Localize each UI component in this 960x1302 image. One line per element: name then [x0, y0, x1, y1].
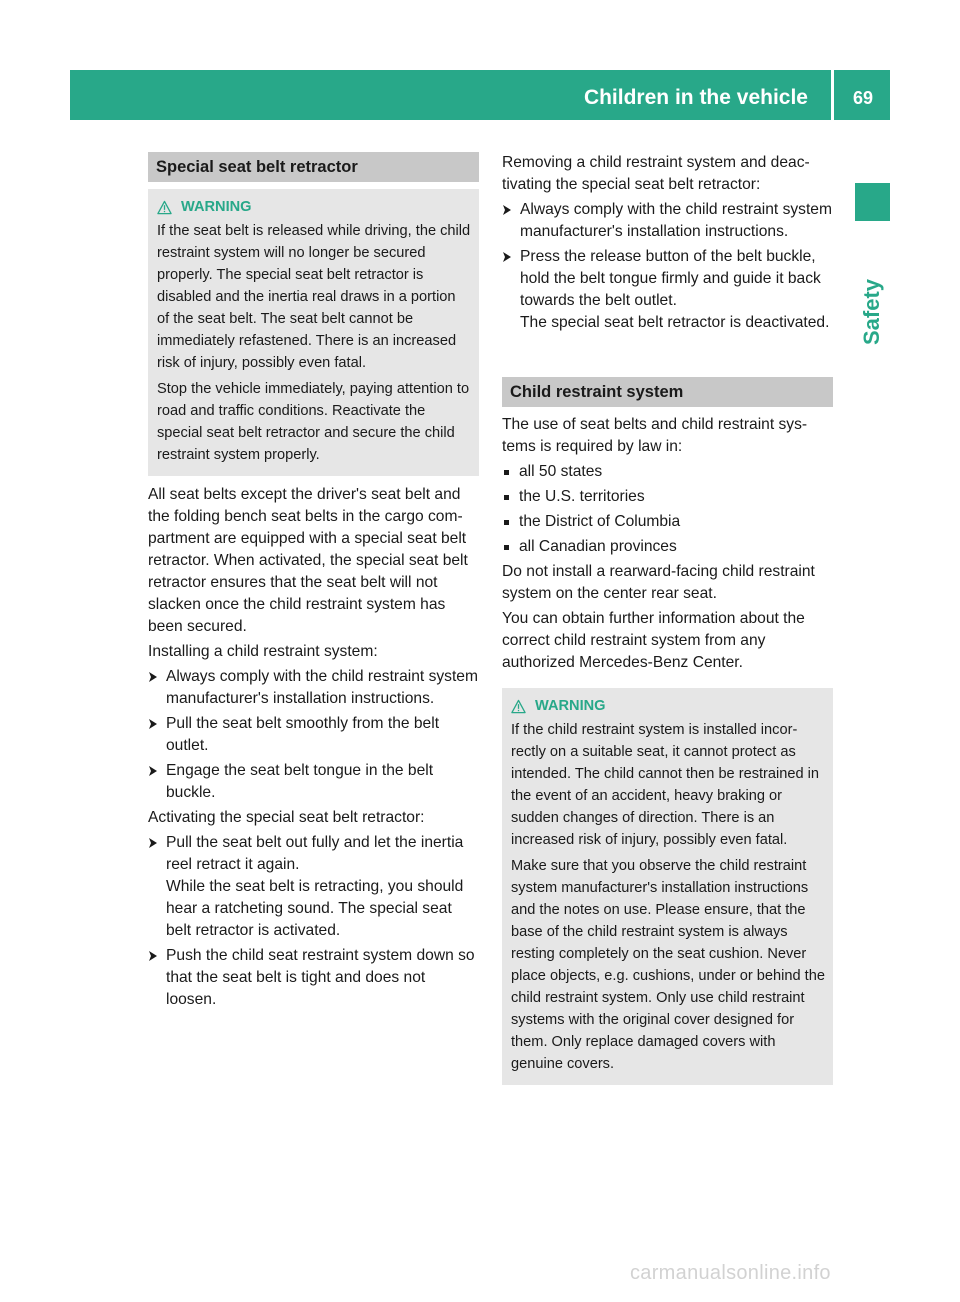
step-result: While the seat belt is retracting, you should hear a ratcheting sound. The special seat belt retractor is activated. [166, 878, 464, 939]
section-heading-child-restraint: Child restraint system [502, 377, 833, 407]
page-number: 69 [852, 88, 874, 108]
warning-triangle-icon [511, 699, 526, 714]
step-arrow-icon [148, 713, 160, 735]
section-heading-special-retractor: Special seat belt retractor [148, 152, 479, 182]
list-item: all Canadian provinces [502, 536, 833, 558]
watermark: carmanualsonline.info [630, 1262, 831, 1284]
bullet-icon [504, 470, 509, 475]
paragraph: Activating the special seat belt retractor: [148, 809, 425, 826]
step-result: The special seat belt retractor is deactivated. [520, 314, 830, 331]
bullet-icon [504, 545, 509, 550]
instruction-step: Press the release button of the belt buckle, hold the belt tongue firmly and guide it back towards the belt outlet. The special seat belt retractor is deactivated. [502, 246, 833, 334]
header-divider [831, 70, 834, 120]
warning-box [148, 189, 479, 476]
step-arrow-icon [502, 246, 514, 268]
step-arrow-icon [148, 666, 160, 688]
paragraph: You can obtain further information about the correct child restraint system from any authorized Mercedes-Benz Center. [502, 610, 805, 671]
list-item: the District of Columbia [502, 511, 833, 533]
warning-box [502, 688, 833, 1085]
list-item: the U.S. territories [502, 486, 833, 508]
warning-text: If the seat belt is released while driving, the child restraint system will no longer be secured properly. The special seat belt retractor is disabled and the inertia real draws in a portion of the seat belt. The seat belt cannot be immediately refastened. There is an increased risk of injury, possibly even fatal. [157, 223, 471, 371]
instruction-step: Pull the seat belt out fully and let the inertia reel retract it again. While the seat belt is retracting, you should hear a ratcheting sound. The special seat belt retractor is activated. [148, 832, 479, 942]
warning-text: Stop the vehicle immediately, paying attention to road and traffic conditions. Reactivate the special seat belt retractor and secure the child restraint system properly. [157, 381, 470, 463]
step-arrow-icon [148, 945, 160, 967]
bullet-icon [504, 520, 509, 525]
paragraph: Installing a child restraint system: [148, 643, 378, 660]
warning-text: If the child restraint system is installed incorrectly on a suitable seat, it cannot protect as intended. The child cannot then be restrained in the event of an accident, heavy braking or sudden changes of direction. There is an increased risk of injury, possibly even fatal. [511, 722, 820, 848]
right-column [502, 152, 833, 1085]
header-bar [70, 70, 890, 120]
instruction-step: Engage the seat belt tongue in the belt buckle. [148, 760, 479, 804]
instruction-step: Always comply with the child restraint system manufacturer's installation instructions. [148, 666, 479, 710]
instruction-step: Push the child seat restraint system down so that the seat belt is tight and does not loosen. [148, 945, 479, 1011]
paragraph: All seat belts except the driver's seat belt and the folding bench seat belts in the cargo compartment are equipped with a special seat belt retractor. When activated, the special seat belt retractor ensures that the seat belt will not slacken once the child restraint system has been secured. [148, 486, 468, 635]
step-arrow-icon [502, 199, 514, 221]
paragraph: Do not install a rearward-facing child restraint system on the center rear seat. [502, 563, 815, 602]
step-arrow-icon [148, 760, 160, 782]
paragraph: The use of seat belts and child restraint systems is required by law in: [502, 416, 808, 455]
instruction-step: Always comply with the child restraint system manufacturer's installation instructions. [502, 199, 833, 243]
section-label: Safety [859, 278, 884, 346]
chapter-title: Children in the vehicle [583, 86, 808, 109]
instruction-step: Pull the seat belt smoothly from the belt outlet. [148, 713, 479, 757]
warning-title: WARNING [157, 196, 471, 218]
warning-title: WARNING [511, 695, 825, 717]
step-arrow-icon [148, 832, 160, 854]
left-column [148, 152, 479, 1014]
warning-text: Make sure that you observe the child restraint system manufacturer's installation instructions and the notes on use. Please ensure, that the base of the child restraint system is always resting completely on the seat cushion. Never place objects, e.g. cushions, under or behind the child restraint system. Only use child restraint systems with the original cover designed for them. Only replace damaged covers with genuine covers. [511, 858, 825, 1072]
list-item: all 50 states [502, 461, 833, 483]
bullet-icon [504, 495, 509, 500]
section-tab-marker [855, 183, 890, 221]
warning-triangle-icon [157, 200, 172, 215]
paragraph: Removing a child restraint system and deactivating the special seat belt retractor: [502, 154, 810, 193]
